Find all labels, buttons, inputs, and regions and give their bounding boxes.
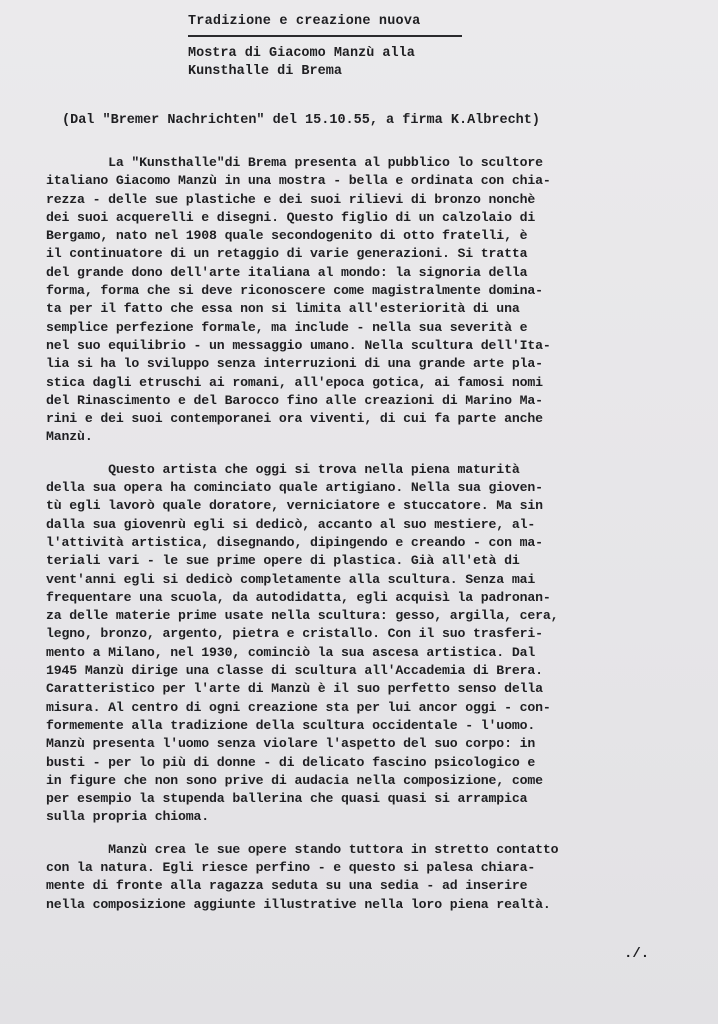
text-line: Caratteristico per l'arte di Manzù è il suo perfetto senso della — [46, 681, 543, 697]
text-line: Manzù. — [46, 429, 93, 445]
end-mark: ./. — [624, 946, 650, 962]
article-body — [46, 154, 694, 914]
text-line: Bergamo, nato nel 1908 quale secondogenito di otto fratelli, è — [46, 228, 528, 244]
text-line: stica dagli etruschi ai romani, all'epoca gotica, ai famosi nomi — [46, 374, 543, 390]
text-line: legno, bronzo, argento, pietra e cristallo. Con il suo trasferi- — [46, 626, 543, 642]
paragraph-gap — [46, 447, 694, 461]
subtitle-line: Mostra di Giacomo Manzù alla — [188, 46, 415, 61]
text-line: il continuatore di un retaggio di varie generazioni. Si tratta — [46, 246, 528, 262]
header — [188, 12, 468, 81]
text-line: nel suo equilibrio - un messaggio umano. Nella scultura dell'Ita- — [46, 337, 551, 353]
text-line: per esempio la stupenda ballerina che quasi quasi si arrampica — [46, 791, 528, 807]
text-line: in figure che non sono prive di audacia nella composizione, come — [46, 772, 543, 788]
page-subtitle — [188, 45, 468, 81]
text-line: misura. Al centro di ogni creazione sta per lui ancor oggi - con- — [46, 699, 551, 715]
text-line: Manzù crea le sue opere stando tuttora in stretto contatto — [46, 841, 559, 857]
text-line: mente di fronte alla ragazza seduta su una sedia - ad inserire — [46, 878, 528, 894]
text-line: del grande dono dell'arte italiana al mondo: la signoria della — [46, 264, 528, 280]
text-line: della sua opera ha cominciato quale artigiano. Nella sua gioven- — [46, 480, 543, 496]
text-line: mento a Milano, nel 1930, cominciò la sua ascesa artistica. Dal — [46, 644, 536, 660]
text-line: vent'anni egli si dedicò completamente alla scultura. Senza mai — [46, 571, 536, 587]
paragraph — [46, 154, 694, 447]
text-line: rezza - delle sue plastiche e dei suoi rilievi di bronzo nonchè — [46, 191, 536, 207]
paragraph — [46, 461, 694, 827]
text-line: ta per il fatto che essa non si limita all'esteriorità di una — [46, 301, 520, 317]
text-line: frequentare una scuola, da autodidatta, egli acquisì la padronan- — [46, 589, 551, 605]
text-line: forma, forma che si deve riconoscere come magistralmente domina- — [46, 283, 543, 299]
page-title: Tradizione e creazione nuova — [188, 14, 421, 29]
text-line: busti - per lo più di donne - di delicato fascino psicologico e — [46, 754, 536, 770]
text-line: za delle materie prime usate nella scultura: gesso, argilla, cera, — [46, 608, 559, 624]
text-line: teriali vari - le sue prime opere di plastica. Già all'età di — [46, 553, 520, 569]
paragraph-gap — [46, 827, 694, 841]
text-line: rini e dei suoi contemporanei ora viventi, di cui fa parte anche — [46, 411, 543, 427]
text-line: lia si ha lo sviluppo senza interruzioni di una grande arte pla- — [46, 356, 543, 372]
text-line: del Rinascimento e del Barocco fino alle creazioni di Marino Ma- — [46, 392, 543, 408]
text-line: l'attività artistica, disegnando, dipingendo e creando - con ma- — [46, 534, 543, 550]
paragraph — [46, 841, 694, 914]
text-line: con la natura. Egli riesce perfino - e questo si palesa chiara- — [46, 859, 536, 875]
title-underline — [188, 35, 462, 37]
text-line: dei suoi acquerelli e disegni. Questo figlio di un calzolaio di — [46, 209, 536, 225]
text-line: tù egli lavorò quale doratore, verniciatore e stuccatore. Ma sin — [46, 498, 543, 514]
text-line: Questo artista che oggi si trova nella piena maturità — [46, 461, 520, 477]
text-line: italiano Giacomo Manzù in una mostra - bella e ordinata con chia- — [46, 173, 551, 189]
text-line: Manzù presenta l'uomo senza violare l'aspetto del suo corpo: in — [46, 736, 536, 752]
text-line: La "Kunsthalle"di Brema presenta al pubblico lo scultore — [46, 155, 543, 170]
subtitle-line: Kunsthalle di Brema — [188, 64, 342, 79]
text-line: sulla propria chioma. — [46, 809, 210, 825]
text-line: semplice perfezione formale, ma include - nella sua severità e — [46, 319, 528, 335]
text-line: formemente alla tradizione della scultura occidentale - l'uomo. — [46, 717, 536, 733]
text-line: dalla sua giovenrù egli si dedicò, accanto al suo mestiere, al- — [46, 516, 536, 532]
text-line: nella composizione aggiunte illustrative nella loro piena realtà. — [46, 896, 551, 912]
source-citation: (Dal "Bremer Nachrichten" del 15.10.55, a firma K.Albrecht) — [62, 113, 540, 128]
text-line: 1945 Manzù dirige una classe di scultura all'Accademia di Brera. — [46, 663, 543, 679]
